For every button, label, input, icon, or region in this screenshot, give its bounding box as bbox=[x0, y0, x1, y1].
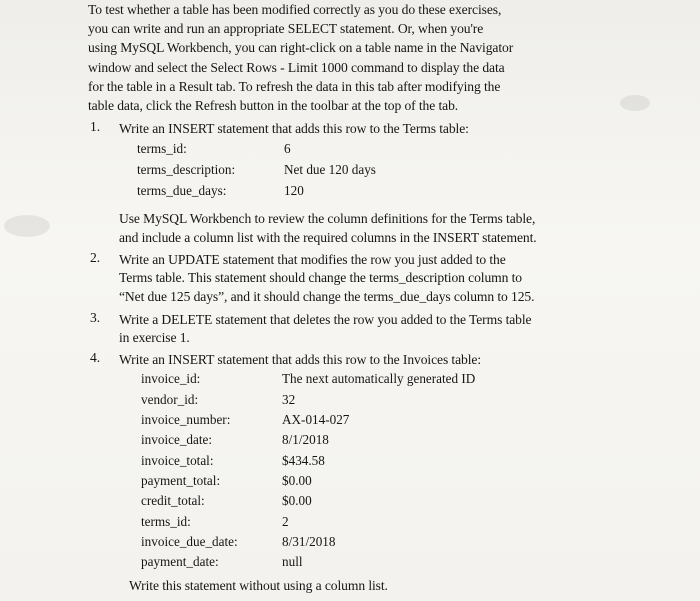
exercise-2-line: Write an UPDATE statement that modifies the row you just added to the bbox=[119, 252, 506, 267]
exercise-1-field-label: terms_due_days: bbox=[137, 183, 227, 198]
exercise-4-field-label: terms_id: bbox=[141, 514, 191, 529]
exercise-1-field-value: 120 bbox=[284, 183, 304, 198]
exercise-4-field-value: The next automatically generated ID bbox=[282, 371, 476, 386]
exercise-3-number: 3. bbox=[90, 310, 101, 325]
exercise-4-field-label: invoice_number: bbox=[141, 412, 231, 427]
smudge-mark bbox=[4, 215, 50, 237]
intro-line: using MySQL Workbench, you can right-click on a table name in the Navigator bbox=[88, 40, 514, 56]
smudge-mark bbox=[620, 95, 650, 111]
exercise-4-field-value: 2 bbox=[282, 514, 289, 529]
intro-paragraph bbox=[88, 0, 608, 115]
exercise-4-field-value: 32 bbox=[282, 392, 296, 407]
exercise-3-line: Write a DELETE statement that deletes the row you added to the Terms table bbox=[119, 312, 532, 327]
intro-line: window and select the Select Rows - Limit 1000 command to display the data bbox=[88, 59, 505, 75]
exercise-4-field-label: invoice_due_date: bbox=[141, 534, 238, 549]
exercise-1-number: 1. bbox=[90, 119, 101, 134]
exercise-4-field-value: $0.00 bbox=[282, 493, 312, 508]
exercise-1-note-line: and include a column list with the required columns in the INSERT statement. bbox=[119, 230, 537, 245]
exercise-1-field-label: terms_id: bbox=[137, 141, 187, 156]
exercise-2-number: 2. bbox=[90, 250, 101, 265]
exercise-4-field-label: invoice_id: bbox=[141, 371, 201, 386]
exercise-1-field-value: 6 bbox=[284, 141, 291, 156]
exercise-3-line: in exercise 1. bbox=[119, 330, 190, 345]
exercise-4-text: Write an INSERT statement that adds this row to the Invoices table: bbox=[119, 352, 482, 367]
exercise-4-field-label: payment_total: bbox=[141, 473, 221, 488]
exercise-4-field-value: 8/31/2018 bbox=[282, 534, 336, 549]
intro-line: for the table in a Result tab. To refresh the data in this tab after modifying the bbox=[88, 78, 501, 94]
exercise-4-field-label: invoice_date: bbox=[141, 432, 213, 447]
exercise-4-field-value: $0.00 bbox=[282, 473, 312, 488]
exercise-1-text: Write an INSERT statement that adds this row to the Terms table: bbox=[119, 121, 469, 136]
exercise-1-field-value: Net due 120 days bbox=[284, 162, 376, 177]
exercise-2-line: “Net due 125 days”, and it should change the terms_due_days column to 125. bbox=[119, 289, 535, 304]
intro-line: you can write and run an appropriate SELECT statement. Or, when you're bbox=[88, 21, 484, 37]
exercise-1-note-line: Use MySQL Workbench to review the column definitions for the Terms table, bbox=[119, 211, 536, 226]
exercise-4-footer: Write this statement without using a column list. bbox=[129, 578, 388, 593]
exercise-4-number: 4. bbox=[90, 350, 101, 365]
intro-line: To test whether a table has been modified correctly as you do these exercises, bbox=[88, 2, 502, 17]
exercise-4-field-value: $434.58 bbox=[282, 453, 325, 468]
exercise-4-field-value: AX-014-027 bbox=[282, 412, 350, 427]
exercise-4-field-label: vendor_id: bbox=[141, 392, 199, 407]
exercise-4-field-label: invoice_total: bbox=[141, 453, 214, 468]
exercise-4-field-value: 8/1/2018 bbox=[282, 432, 329, 447]
intro-line: table data, click the Refresh button in the toolbar at the top of the tab. bbox=[88, 98, 459, 114]
exercise-4-field-label: payment_date: bbox=[141, 554, 219, 569]
exercise-4-field-label: credit_total: bbox=[141, 493, 205, 508]
exercise-1-field-label: terms_description: bbox=[137, 162, 236, 177]
exercise-2-line: Terms table. This statement should change the terms_description column to bbox=[119, 270, 522, 285]
exercise-4-field-value: null bbox=[282, 554, 303, 569]
